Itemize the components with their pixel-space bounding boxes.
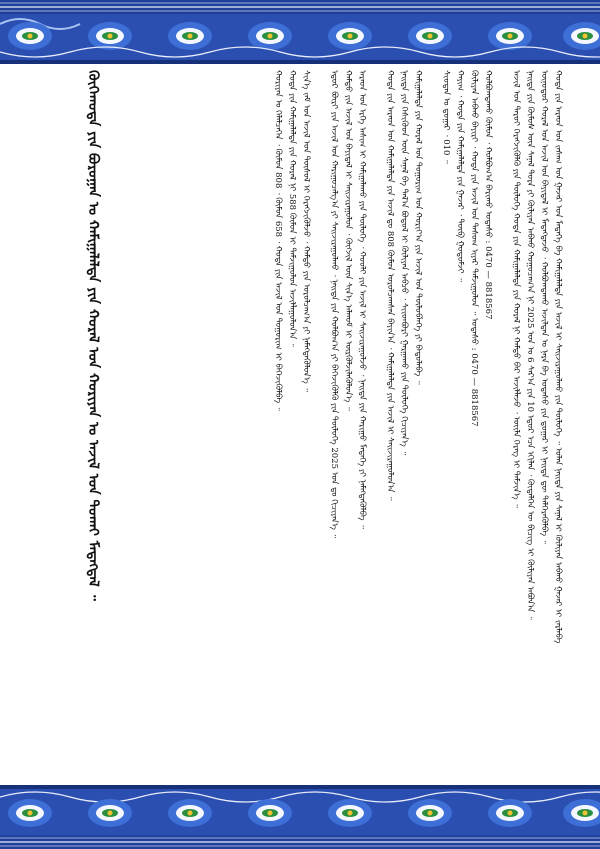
top-border-pattern xyxy=(0,0,600,64)
paragraph-line: ᠬᠣᠲᠠ ᠶᠢᠨ ᠬᠠᠮᠢᠭᠠᠯᠠᠯᠲᠠ ᠶᠢᠨ ᠬᠤᠷᠠᠯ ᠨᠢ 588 ᠬᠦᠮᠦᠨ ᠢ ᠳᠠᠮᠵᠢᠭᠤᠯᠤᠨ ᠠᠵᠢᠯᠯᠠᠭᠤᠯᠤᠨ᠎ᠠ ᠃ xyxy=(287,70,297,348)
paragraph-line: ᠬᠠᠮᠲᠤ ᠶᠢᠨ ᠠᠵᠢᠯ ᠤᠨ ᠪᠠᠶᠢᠳᠠᠯ ᠢ ᠰᠠᠢᠵᠢᠷᠠᠭᠤᠯᠤᠨ ᠂ ᠬᠥᠭᠵᠢᠯ ᠦᠨ ᠰᠢᠨ᠎ᠡ ᠠᠯᠬᠤᠮ ᠢ ᠦᠷᠭᠦᠯᠵᠢᠯᠡᠭᠦᠯᠦᠨ᠎ᠡ ᠃ xyxy=(343,70,353,411)
paragraph-line: ᠬᠦᠯᠢᠶᠡᠨ ᠠᠪᠬᠤ ᠪᠠᠶᠢᠷᠢ ᠂ ᠬᠣᠲᠠ ᠶᠢᠨ ᠠᠵᠢᠯ ᠤᠨ ᠲᠠᠰᠤᠭ ᠢᠶᠠᠷ ᠳᠠᠮᠵᠢᠭᠤᠯᠤᠨ ᠃ ᠤᠲᠠᠰᠤ : 0470 — 8818567 xyxy=(469,70,479,427)
paragraph-line: ᠠᠵᠢᠯ ᠤᠨ ᠳᠠᠷᠤᠢ ᠬᠡᠷᠡᠭᠵᠢᠭᠦᠯᠬᠦ ᠶᠢᠨ ᠲᠥᠯᠥᠭᠡ ᠬᠣᠲᠠ ᠶᠢᠨ ᠬᠠᠮᠢᠭᠠᠯᠠᠯᠲᠠ ᠶᠢᠨ ᠬᠤᠷᠠᠯ ᠨᠢ ᠬᠠᠮᠲᠤ ᠪᠡᠷ ᠠᠵᠢᠯᠯᠠᠵᠤ ᠂ ᠦᠢᠯᠡ ᠬᠡᠷᠡᠭ ᠢ ᠳᠡᠮᠵᠢᠨ᠎ᠡ ᠃ xyxy=(511,70,521,508)
top-ornamental-border xyxy=(0,0,600,64)
paragraph-line: ᠰᠢᠨ᠎ᠡ ᠵᠠᠮ ᠤᠨ ᠠᠵᠢᠯ ᠤᠨ ᠲᠥᠰᠥᠯ ᠢ ᠬᠡᠷᠡᠭᠵᠢᠭᠦᠯᠵᠦ ᠂ ᠬᠠᠮᠲᠤ ᠶᠢᠨ ᠣᠷᠣᠯᠴᠠᠭ᠎ᠠ ᠶᠢ ᠨᠡᠮᠡᠭᠳᠡᠭᠦᠯᠦᠨ᠎ᠡ ᠃ xyxy=(301,70,311,393)
paragraph-line: ᠨᠡᠢᠲᠡ ᠶᠢᠨ ᠬᠦᠮᠦᠰ ᠦᠨ ᠰᠠᠨᠠᠯ ᠳᠤᠷᠠ ᠶᠢ ᠬᠦᠯᠢᠶᠡᠨ ᠠᠪᠬᠤ ᠬᠤᠭᠤᠴᠠᠭ᠎ᠠ ᠨᠢ 2025 ᠣᠨ ᠤ 6 ᠰᠠᠷ᠎ᠠ ᠶᠢᠨ 10 ᠡᠳᠦᠷ ᠡᠴᠡ ᠡᠬᠢᠯᠡᠨ ᠂ ᠬᠥᠳᠡᠯᠭᠡᠨ ᠦ ᠪᠢᠴᠢᠭ ᠢ ᠬᠦᠯᠢᠶᠡᠨ ᠠᠪᠤᠨ᠎ᠠ ᠃ xyxy=(525,70,535,621)
paragraph-line: ᠬᠣᠲᠠ ᠶᠢᠨ ᠠᠷᠠᠳ ᠤᠨ ᠵᠠᠰᠠᠭ ᠤᠨ ᠭᠠᠵᠠᠷ ᠤᠨ ᠮᠡᠳᠡᠭᠡ ᠪᠠ ᠬᠠᠮᠢᠭᠠᠯᠠᠯᠲᠠ ᠶᠢᠨ ᠠᠵᠢᠯ ᠢ ᠰᠠᠢᠵᠢᠷᠠᠭᠤᠯᠬᠤ ᠶᠢᠨ ᠲᠥᠯᠥᠭᠡ ᠃ ᠣᠯᠠᠨ ᠨᠡᠢᠲᠡ ᠶᠢᠨ ᠰᠠᠨᠠᠯ ᠢ ᠬᠦᠯᠢᠶᠡᠨ ᠠᠪᠬᠤ ᠭᠠᠵᠠᠷ ᠢ ᠵᠠᠷᠯᠠᠪᠠ xyxy=(553,70,563,644)
paragraph-line: ᠬᠠᠶᠢᠭ ᠂ ᠬᠣᠲᠠ ᠶᠢᠨ ᠬᠠᠮᠢᠭᠠᠯᠠᠯᠲᠠ ᠶᠢᠨ ᠭᠠᠵᠠᠷ ᠂ ᠲᠥᠪ ᠭᠤᠳᠤᠮᠵᠢ ᠃ xyxy=(455,70,465,282)
page-title: ᠬᠥᠬᠡᠬᠣᠲᠠ ᠶᠢᠨ ᠪᠤᠷᠣᠭᠠᠨ ᠤ ᠬᠠᠮᠢᠭᠠᠯᠠᠯᠲᠠ ᠶᠢᠨ ᠬᠤᠷᠠᠯ ᠤᠨ ᠬᠣᠷᠢᠶᠠᠨ ᠤ ᠠᠵᠢᠯ ᠤᠨ ᠲᠤᠬᠠᠢ ᠮᠡᠳᠡᠭᠳᠡᠯ ᠃ xyxy=(85,70,101,601)
bottom-border-pattern xyxy=(0,785,600,849)
bottom-ornamental-border xyxy=(0,785,600,849)
document-body xyxy=(0,64,600,785)
paragraph-line: ᠨᠡᠢᠲᠡ ᠶᠢᠨ ᠭᠡᠰᠢᠭᠦᠳ ᠦᠨ ᠰᠠᠨᠠᠯ ᠪᠠ ᠲᠠᠯ᠎ᠠ ᠪᠣᠳᠤᠯ ᠢ ᠬᠦᠯᠢᠶᠡᠨ ᠠᠪᠴᠤ ᠂ ᠰᠢᠢᠳᠪᠦᠷᠢ ᠭᠠᠷᠭᠠᠬᠤ ᠶᠢᠨ ᠲᠥᠯᠥᠭᠡ ᠬᠢᠴᠢᠶᠡᠨ᠎ᠡ ᠃ xyxy=(399,70,409,456)
paragraph-line: ᠬᠠᠮᠢᠭᠠᠯᠠᠯᠲᠠ ᠶᠢᠨ ᠬᠤᠷᠠᠯ ᠤᠨ ᠲᠤᠭᠤᠷᠢᠭ ᠤᠨ ᠬᠣᠷᠢᠶ᠎ᠠ ᠶᠢᠨ ᠠᠵᠢᠯ ᠤᠨ ᠲᠥᠯᠥᠪᠯᠡᠭᠡ ᠶᠢ ᠪᠠᠲᠤᠯᠠᠪᠠ ᠃ xyxy=(413,70,423,385)
paragraph-line: ᠬᠣᠯᠪᠣᠭᠳᠠᠬᠤ ᠬᠦᠮᠦᠨ ᠂ ᠬᠣᠯᠪᠣᠭ᠎ᠠ ᠪᠠᠷᠢᠬᠤ ᠤᠲᠠᠰᠤ : 0470 — 8818567 xyxy=(483,70,493,320)
paragraph-line: ᠰᠢᠤᠳᠠᠨ ᠤ ᠳ᠋ᠤᠭᠠᠷ ᠂ 010 ᠃ xyxy=(441,70,451,164)
paragraph-line: ᠬᠣᠲᠠ ᠶᠢᠨ ᠠᠷᠠᠳ ᠤᠨ ᠬᠠᠮᠢᠭᠠᠯᠠᠯᠲᠠ ᠶᠢᠨ ᠠᠵᠢᠯ ᠳᠤ 808 ᠬᠦᠮᠦᠨ ᠣᠷᠣᠯᠴᠠᠭᠰᠠᠨ ᠪᠠᠶᠢᠨ᠎ᠠ ᠂ ᠬᠠᠮᠢᠭᠠᠯᠠᠯᠲᠠ ᠶᠢᠨ ᠠᠵᠢᠯ ᠢ ᠰᠠᠢᠵᠢᠷᠠᠭᠤᠯᠤᠨ᠎ᠠ ᠃ xyxy=(385,70,395,501)
paragraph-line: ᠬᠣᠷᠢᠶᠠᠨ ᠤ ᠬᠡᠯᠡᠯᠴᠡᠭᠡᠨ ᠂ ᠬᠦᠮᠦᠨ 808 ᠂ ᠬᠦᠮᠦᠨ 658 ᠂ ᠬᠣᠲᠠ ᠶᠢᠨ ᠠᠵᠢᠯ ᠤᠨ ᠲᠤᠭᠤᠷᠢᠭ ᠢ ᠪᠡᠬᠡᠵᠢᠭᠦᠯᠪᠡ ᠃ xyxy=(273,70,283,412)
paragraph-line: ᠥᠨᠥᠳᠦᠷ ᠬᠤᠷᠠᠯ ᠤᠨ ᠠᠵᠢᠯ ᠤᠨ ᠪᠠᠶᠢᠳᠠᠯ ᠢ ᠮᠡᠳᠡᠭᠳᠡᠵᠦ ᠂ ᠬᠣᠯᠪᠣᠭᠳᠠᠬᠤ ᠠᠵᠢᠯᠲᠠᠨ ᠤ ᠨᠡᠷᠡ ᠪᠠ ᠤᠲᠠᠰᠤ ᠶᠢᠨ ᠳ᠋ᠤᠭᠠᠷ ᠢ ᠨᠡᠢᠲᠡ ᠳᠦ ᠳᠡᠯᠭᠡᠷᠡᠭᠦᠯᠪᠡ ᠃ xyxy=(539,70,549,545)
paragraph-line: ᠡᠳᠦᠷ ᠪᠦᠷᠢ ᠶᠢᠨ ᠠᠵᠢᠯ ᠤᠨ ᠬᠠᠷᠢᠭᠤᠴᠠᠯᠭ᠎ᠠ ᠶᠢ ᠰᠠᠢᠵᠢᠷᠠᠭᠤᠯᠬᠤ ᠂ ᠨᠡᠢᠲᠡ ᠶᠢᠨ ᠬᠣᠯᠪᠣᠭ᠎ᠠ ᠶᠢ ᠪᠡᠬᠡᠵᠢᠭᠦᠯᠬᠦ ᠶᠢᠨ ᠲᠥᠯᠥᠭᠡ 2025 ᠣᠨ ᠳᠤ ᠬᠢᠴᠢᠶᠡᠨ᠎ᠡ ᠃ xyxy=(329,70,339,539)
paragraph-line: ᠠᠷᠠᠳ ᠤᠨ ᠡᠷᠬᠡ ᠠᠰᠢᠭ ᠢ ᠬᠠᠮᠢᠭᠠᠯᠠᠬᠤ ᠶᠢᠨ ᠲᠥᠯᠥᠭᠡ ᠂ ᠬᠤᠤᠯᠢ ᠶᠢᠨ ᠠᠵᠢᠯ ᠢ ᠰᠠᠢᠵᠢᠷᠠᠭᠤᠯᠵᠤ ᠂ ᠨᠡᠢᠲᠡ ᠶᠢᠨ ᠬᠠᠷᠢᠭᠤ ᠮᠡᠳᠡᠭᠡ ᠶᠢ ᠨᠡᠮᠡᠭᠳᠡᠭᠦᠯᠪᠡ ᠃ xyxy=(357,70,367,529)
